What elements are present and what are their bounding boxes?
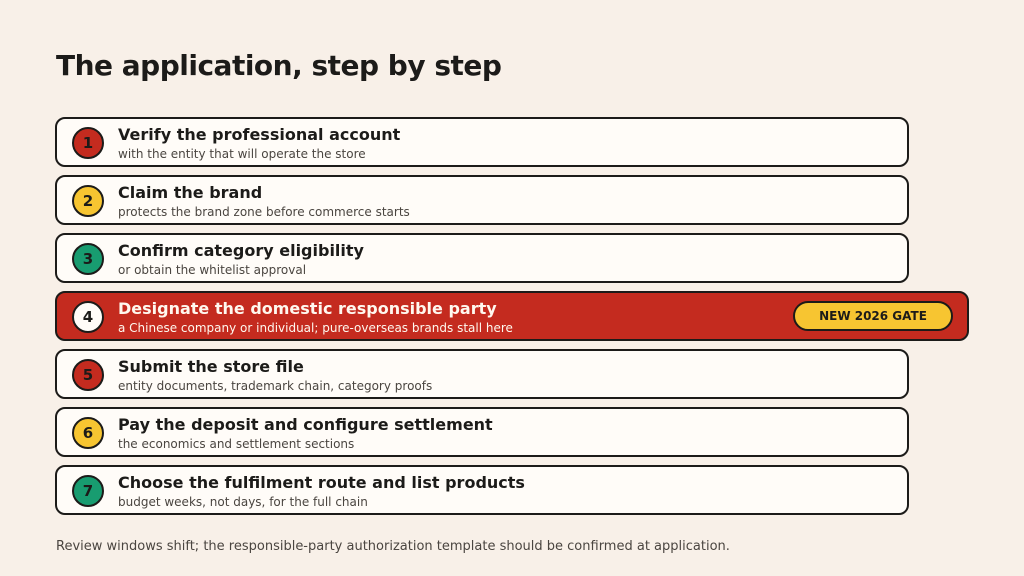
step-title: Submit the store file (118, 357, 304, 376)
step-title: Claim the brand (118, 183, 263, 202)
step-subtitle: budget weeks, not days, for the full chain (118, 495, 368, 509)
new-gate-badge: NEW 2026 GATE (793, 301, 953, 331)
step-1 (55, 117, 909, 167)
step-title: Confirm category eligibility (118, 241, 364, 260)
step-7 (55, 465, 909, 515)
steps-list (55, 117, 969, 523)
step-subtitle: a Chinese company or individual; pure-overseas brands stall here (118, 321, 513, 335)
step-subtitle: with the entity that will operate the store (118, 147, 366, 161)
step-subtitle: protects the brand zone before commerce starts (118, 205, 410, 219)
page-title: The application, step by step (56, 49, 502, 82)
step-title: Designate the domestic responsible party (118, 299, 497, 318)
step-number-badge: 2 (72, 185, 104, 217)
step-number-badge: 7 (72, 475, 104, 507)
step-6 (55, 407, 909, 457)
step-number-badge: 3 (72, 243, 104, 275)
step-number-badge: 5 (72, 359, 104, 391)
step-number-badge: 1 (72, 127, 104, 159)
step-number-badge: 6 (72, 417, 104, 449)
step-3 (55, 233, 909, 283)
step-4-highlighted (55, 291, 969, 341)
step-number-badge: 4 (72, 301, 104, 333)
step-2 (55, 175, 909, 225)
step-title: Choose the fulfilment route and list products (118, 473, 525, 492)
step-subtitle: the economics and settlement sections (118, 437, 355, 451)
step-title: Verify the professional account (118, 125, 401, 144)
step-title: Pay the deposit and configure settlement (118, 415, 493, 434)
step-subtitle: or obtain the whitelist approval (118, 263, 307, 277)
step-5 (55, 349, 909, 399)
step-subtitle: entity documents, trademark chain, category proofs (118, 379, 433, 393)
footnote: Review windows shift; the responsible-party authorization template should be confirmed at application. (56, 539, 730, 554)
